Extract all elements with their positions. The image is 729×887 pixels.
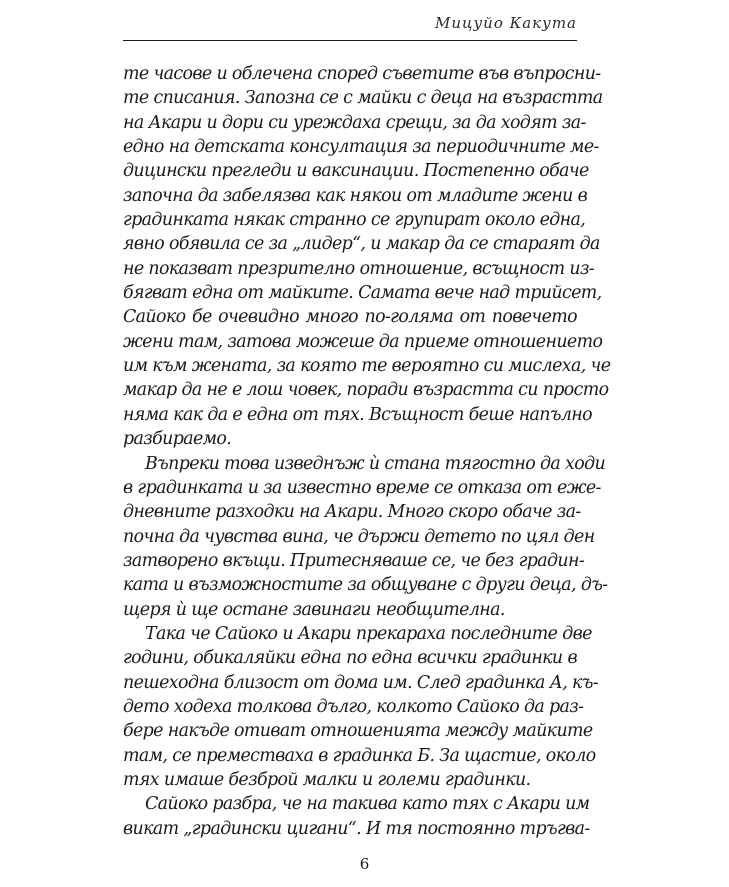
text-line: бере накъде отиват отношенията между майките — [123, 721, 593, 742]
text-line: Така че Сайоко и Акари прекараха последните две — [145, 623, 592, 644]
text-line: Сайоко разбра, че на такива като тях с Акари им — [145, 794, 590, 815]
text-line: те списания. Запозна се с майки с деца на възрастта — [123, 88, 603, 109]
text-line: тях имаше безброй малки и големи градинки. — [123, 769, 531, 790]
text-line: в градинката и за известно време се отказа от еже- — [123, 477, 601, 498]
running-head — [123, 14, 577, 41]
text-line: разбираемо. — [123, 429, 232, 450]
text-line: бягват една от майките. Самата вече над трийсет, — [123, 283, 602, 304]
text-line: няма как да е една от тях. Всъщност беше напълно — [123, 404, 592, 425]
text-line: те часове и облечена според съветите във въпросни- — [123, 64, 601, 84]
body-text — [123, 62, 611, 841]
text-line: им към жената, за която те вероятно си мислеха, че — [123, 356, 611, 377]
text-line: не показват презрително отношение, всъщност из- — [123, 258, 595, 279]
text-line: Сайоко бе очевидно много по-голяма от повечето — [123, 307, 577, 328]
text-line: явно обявила се за „лидер“, и макар да се стараят да — [123, 234, 600, 255]
text-line: едно на детската консултация за периодичните ме- — [123, 137, 599, 158]
text-line: пешеходна близост от дома им. След градинка А, къ- — [123, 672, 599, 693]
text-line: почна да чувства вина, че държи детето по цял ден — [123, 526, 595, 547]
paragraph — [123, 452, 608, 622]
running-head-title: Мицуйо Какута — [434, 14, 577, 32]
text-line: дневните разходки на Акари. Много скоро обаче за- — [123, 502, 581, 523]
text-line: макар да не е лош човек, поради възрастта си просто — [123, 380, 609, 401]
paragraph — [123, 792, 590, 841]
paragraph — [123, 622, 599, 792]
text-line: щеря ѝ ще остане завинаги необщителна. — [123, 599, 505, 620]
paragraph — [123, 62, 611, 452]
text-line: жени там, затова можеше да приеме отношението — [123, 331, 603, 352]
text-line: градинката някак странно се групират около една, — [123, 210, 586, 231]
text-line: ката и възможностите за общуване с други деца, дъ- — [123, 575, 608, 596]
text-line: дето ходеха толкова дълго, колкото Сайоко да раз- — [123, 696, 584, 717]
text-line: започна да забелязва как някои от младите жени в — [123, 185, 588, 206]
text-line: Въпреки това изведнъж ѝ стана тягостно да ходи — [145, 453, 606, 474]
text-line: години, обикаляйки една по една всички градинки в — [123, 648, 577, 669]
text-line: на Акари и дори си уреждаха срещи, за да ходят за- — [123, 112, 586, 133]
text-line: там, се преместваха в градинка Б. За щастие, около — [123, 745, 596, 766]
text-line: дицински прегледи и ваксинации. Постепенно обаче — [123, 161, 589, 182]
text-line: затворено вкъщи. Притесняваше се, че без градин- — [123, 550, 585, 571]
text-line: викат „градински цигани“. И тя постоянно тръгва- — [123, 818, 590, 839]
page-number: 6 — [359, 855, 370, 873]
